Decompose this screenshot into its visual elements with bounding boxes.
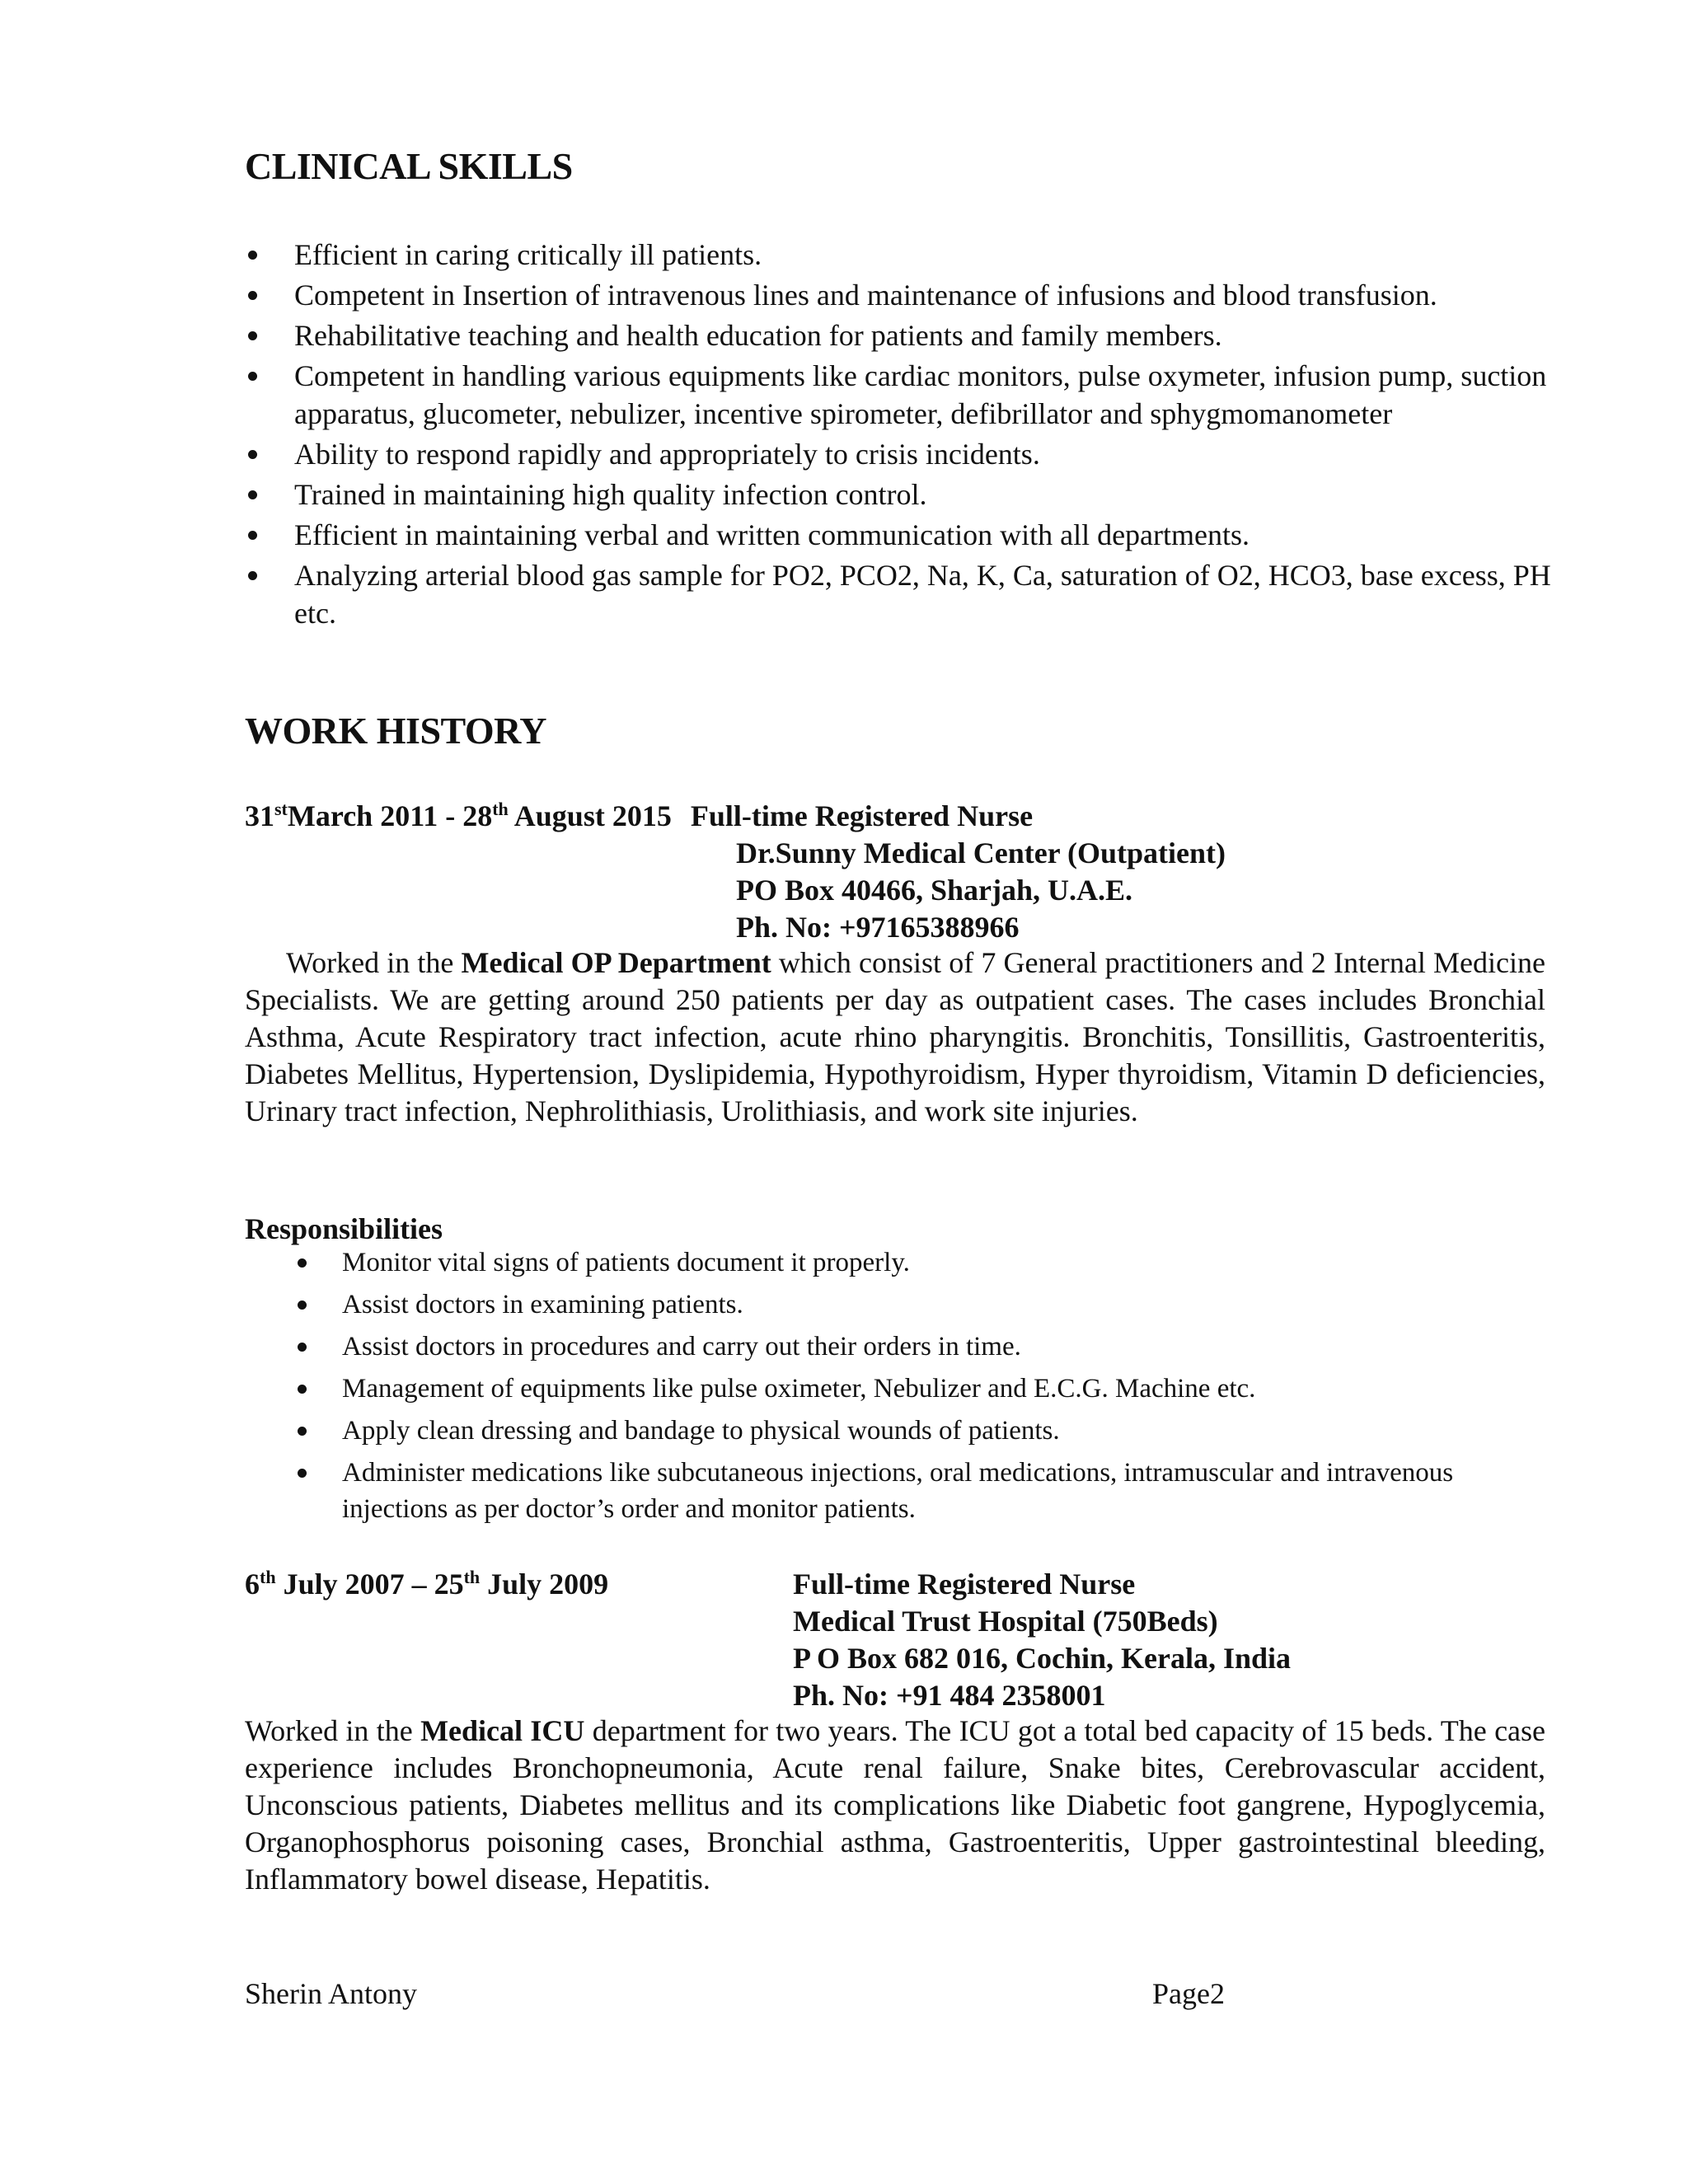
job2-dates <box>245 1566 608 1602</box>
job1-phone: Ph. No: +97165388966 <box>736 911 1020 944</box>
responsibility-item: Apply clean dressing and bandage to physical wounds of patients. <box>294 1413 1564 1449</box>
job2-start-rest: July 2007 – 25 <box>275 1568 464 1601</box>
responsibility-item: Monitor vital signs of patients document it properly. <box>294 1244 1564 1281</box>
job1-start-suffix: st <box>274 799 288 819</box>
job2-address: P O Box 682 016, Cochin, Kerala, India <box>793 1642 1292 1675</box>
job2-end-rest: July 2009 <box>480 1568 609 1601</box>
job2-desc-pre: Worked in the <box>245 1714 421 1747</box>
job2-start-suffix: th <box>260 1567 276 1587</box>
job2-phone: Ph. No: +91 484 2358001 <box>793 1679 1106 1712</box>
job2-end-suffix: th <box>463 1567 481 1587</box>
job1-desc-department: Medical OP Department <box>461 946 771 979</box>
skill-item: Rehabilitative teaching and health education for patients and family members. <box>245 316 1597 354</box>
job1-dates-and-position <box>245 798 1033 834</box>
responsibilities-title: Responsibilities <box>245 1212 443 1245</box>
clinical-skills-list <box>245 236 1597 635</box>
job1-end-suffix: th <box>492 799 509 819</box>
job2-employer: Medical Trust Hospital (750Beds) <box>793 1605 1218 1638</box>
responsibility-item: Management of equipments like pulse oximeter, Nebulizer and E.C.G. Machine etc. <box>294 1371 1564 1407</box>
job1-employer: Dr.Sunny Medical Center (Outpatient) <box>736 837 1226 869</box>
work-history-heading: WORK HISTORY <box>245 710 546 752</box>
responsibility-item: Assist doctors in examining patients. <box>294 1286 1564 1323</box>
job2-description <box>245 1713 1545 1898</box>
job2-desc-department: Medical ICU <box>420 1714 585 1747</box>
skill-item: Efficient in caring critically ill patients. <box>245 236 1597 274</box>
skill-item: Efficient in maintaining verbal and written communication with all departments. <box>245 516 1597 554</box>
job1-start-day: 31 <box>245 799 274 832</box>
job1-end-rest: August 2015 <box>508 799 672 832</box>
responsibilities-list <box>294 1244 1564 1533</box>
job2-start-day: 6 <box>245 1568 260 1601</box>
job1-address: PO Box 40466, Sharjah, U.A.E. <box>736 874 1133 907</box>
responsibility-item: Assist doctors in procedures and carry out their orders in time. <box>294 1329 1564 1365</box>
skill-item: Competent in handling various equipments like cardiac monitors, pulse oxymeter, infusion pump, suction apparatus, glucometer, nebulizer, incentive spirometer, defibrillator and sphygmomanometer <box>245 357 1597 433</box>
job1-desc-post: which consist of 7 General practitioners and 2 Internal Medicine Specialists. We are getting around 250 patients per day as outpatient cases. The cases includes Bronchial Asthma, Acute Respiratory tract infection, acute rhino pharyngitis. Bronchitis, Tonsillitis, Gastroenteritis, Diabetes Mellitus, Hypertension, Dyslipidemia, Hypothyroidism, Hyper thyroidism, Vitamin D deficiencies, Urinary tract infection, Nephrolithiasis, Urolithiasis, and work site injuries. <box>245 946 1545 1127</box>
skill-item: Analyzing arterial blood gas sample for PO2, PCO2, Na, K, Ca, saturation of O2, HCO3, base excess, PH etc. <box>245 556 1597 632</box>
job1-position: Full-time Registered Nurse <box>690 799 1034 832</box>
skill-item: Ability to respond rapidly and appropriately to crisis incidents. <box>245 435 1597 473</box>
clinical-skills-heading: CLINICAL SKILLS <box>245 145 573 187</box>
job2-position: Full-time Registered Nurse <box>793 1568 1136 1601</box>
job1-description <box>245 944 1545 1130</box>
skill-item: Competent in Insertion of intravenous lines and maintenance of infusions and blood transfusion. <box>245 276 1597 314</box>
job1-desc-pre: Worked in the <box>286 946 462 979</box>
footer-page-number: Page2 <box>1152 1977 1225 2010</box>
job1-start-rest: March 2011 - 28 <box>287 799 493 832</box>
responsibility-item: Administer medications like subcutaneous injections, oral medications, intramuscular and intravenous injections as per doctor’s order and monitor patients. <box>294 1455 1564 1527</box>
skill-item: Trained in maintaining high quality infection control. <box>245 476 1597 513</box>
footer-name: Sherin Antony <box>245 1977 418 2010</box>
job2-desc-post: department for two years. The ICU got a total bed capacity of 15 beds. The case experience includes Bronchopneumonia, Acute renal failure, Snake bites, Cerebrovascular accident, Unconscious patients, Diabetes mellitus and its complications like Diabetic foot gangrene, Hypoglycemia, Organophosphorus poisoning cases, Bronchial asthma, Gastroenteritis, Upper gastrointestinal bleeding, Inflammatory bowel disease, Hepatitis. <box>245 1714 1546 1896</box>
